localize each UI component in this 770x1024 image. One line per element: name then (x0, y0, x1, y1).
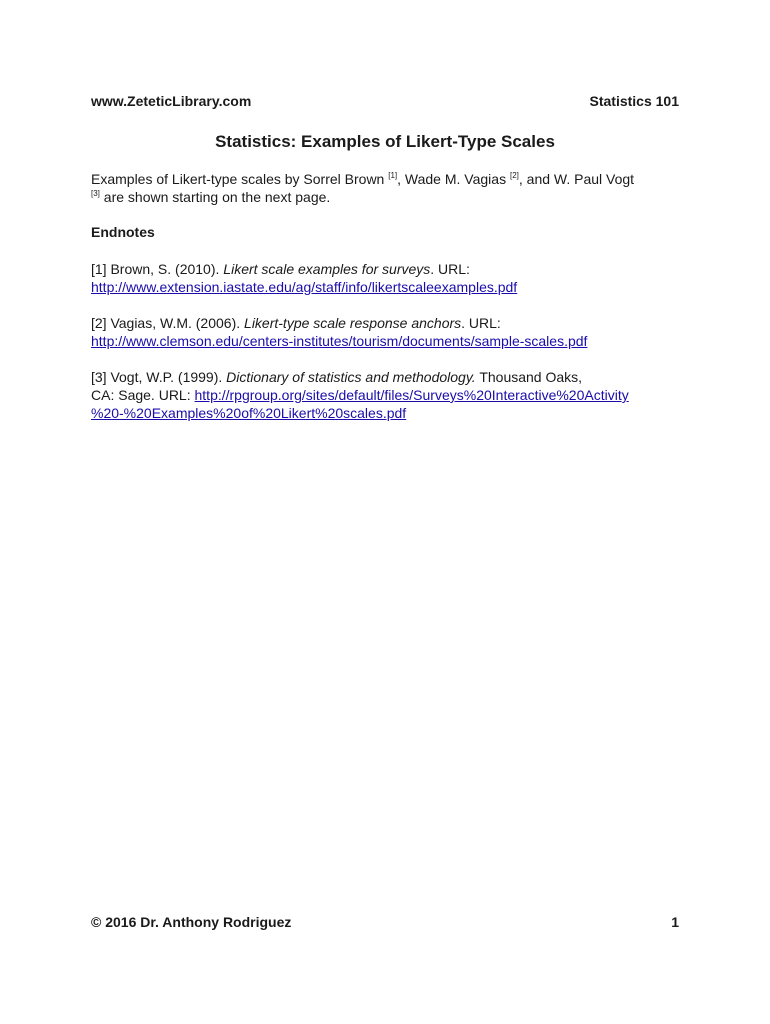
reference-2-link[interactable]: http://www.clemson.edu/centers-institutes/tourism/documents/sample-scales.pdf (91, 333, 588, 349)
intro-text-4: are shown starting on the next page. (99, 189, 331, 205)
reference-3-title: Dictionary of statistics and methodology. (226, 369, 476, 385)
reference-2-suffix: . URL: (461, 315, 501, 331)
reference-1-title: Likert scale examples for surveys (223, 261, 431, 277)
reference-1-suffix: . URL: (430, 261, 470, 277)
reference-3-link[interactable]: http://rpgroup.org/sites/default/files/Surveys%20Interactive%20Activity (194, 387, 629, 403)
document-title: Statistics: Examples of Likert-Type Scales (215, 132, 555, 151)
endnote-ref-2: [2] (509, 171, 519, 180)
page-header (91, 93, 679, 109)
reference-2-title: Likert-type scale response anchors (244, 315, 462, 331)
reference-2-prefix: [2] Vagias, W.M. (2006). (91, 315, 245, 331)
reference-2 (91, 314, 687, 350)
endnotes-heading: Endnotes (91, 224, 155, 240)
reference-1-link[interactable]: http://www.extension.iastate.edu/ag/staff/info/likertscaleexamples.pdf (91, 279, 518, 295)
intro-text-3: , and W. Paul Vogt (518, 171, 635, 187)
reference-3-line2-prefix: CA: Sage. URL: (91, 387, 195, 403)
intro-paragraph (91, 170, 687, 206)
reference-3-suffix: Thousand Oaks, (475, 369, 583, 385)
endnote-ref-3: [3] (91, 189, 100, 198)
footer-copyright: © 2016 Dr. Anthony Rodriguez (91, 914, 292, 930)
reference-1 (91, 260, 687, 296)
reference-1-prefix: [1] Brown, S. (2010). (91, 261, 224, 277)
reference-3-link-continued[interactable]: %20-%20Examples%20of%20Likert%20scales.pdf (91, 405, 407, 421)
header-course: Statistics 101 (589, 93, 679, 109)
intro-text-2: , Wade M. Vagias (397, 171, 510, 187)
reference-3-prefix: [3] Vogt, W.P. (1999). (91, 369, 227, 385)
intro-text-1: Examples of Likert-type scales by Sorrel Brown (91, 171, 389, 187)
endnote-ref-1: [1] (388, 171, 398, 180)
footer-page-number: 1 (671, 914, 679, 930)
page-footer (91, 914, 679, 930)
reference-3 (91, 368, 687, 422)
header-site: www.ZeteticLibrary.com (91, 93, 252, 109)
